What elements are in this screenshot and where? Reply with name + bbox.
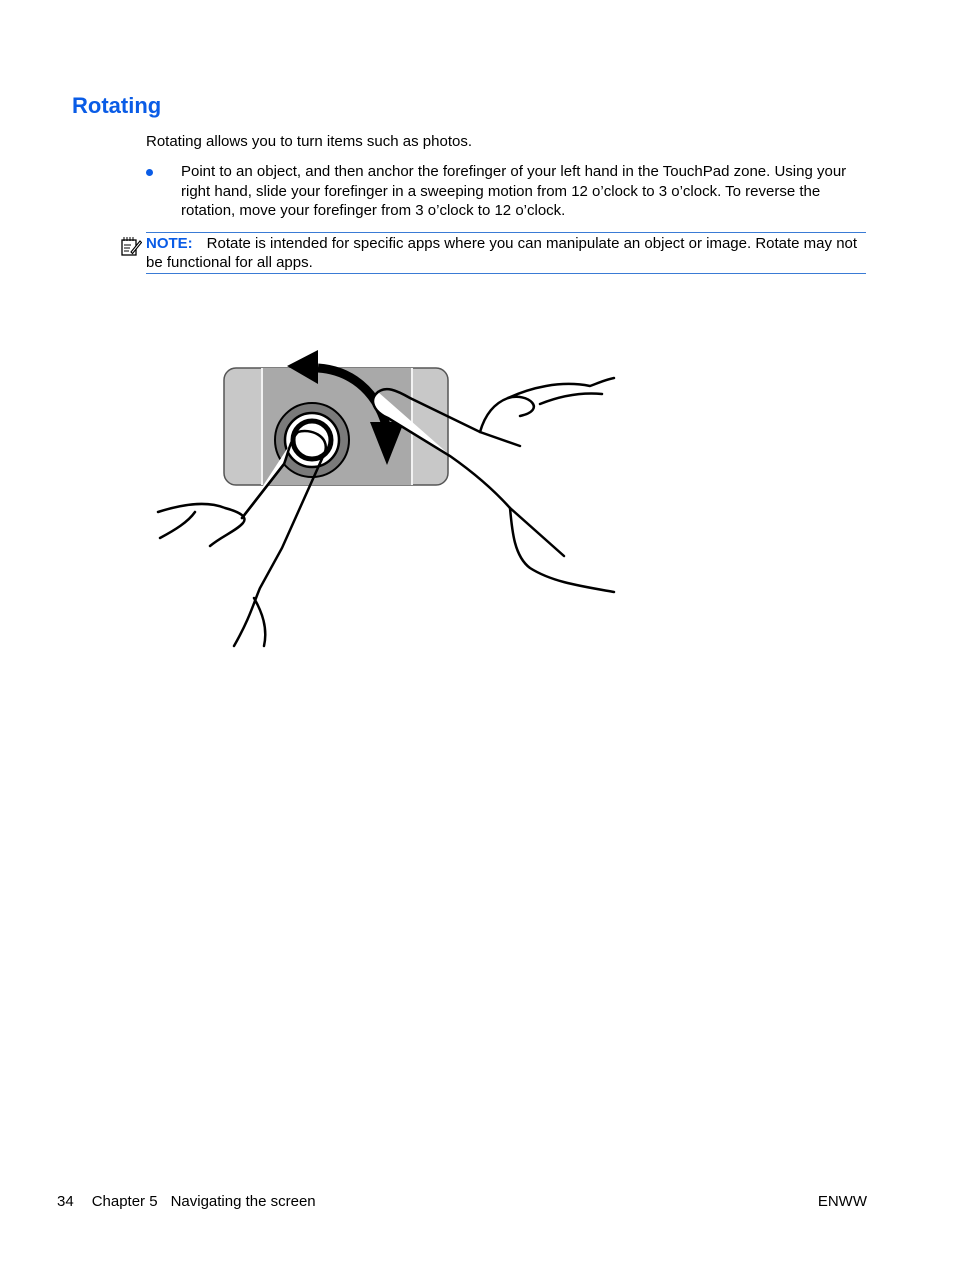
footer-chapter: Chapter 5	[91, 1193, 158, 1210]
note-pencil-icon	[120, 235, 142, 257]
note-label: NOTE:	[146, 235, 193, 252]
page-footer	[57, 1192, 316, 1211]
rotate-gesture-illustration	[150, 340, 630, 660]
intro-paragraph: Rotating allows you to turn items such as photos.	[146, 133, 473, 150]
footer-doc-code: ENWW	[817, 1193, 867, 1210]
bullet-list	[146, 162, 866, 221]
page-number: 34	[57, 1193, 74, 1210]
footer-chapter-title: Navigating the screen	[170, 1193, 316, 1210]
bullet-text: Point to an object, and then anchor the forefinger of your left hand in the TouchPad zone. Using your right hand, slide your forefinger in a sweeping motion from 12 o’clock to 3 o’clock. To reverse the rotation, move your forefinger from 3 o’clock to 12 o’clock.	[181, 163, 847, 219]
note-box	[146, 232, 866, 274]
list-item	[146, 162, 866, 221]
bullet-icon	[146, 169, 153, 176]
note-text: Rotate is intended for specific apps where you can manipulate an object or image. Rotate may not be functional for all apps.	[146, 235, 858, 271]
section-title: Rotating	[72, 93, 162, 118]
